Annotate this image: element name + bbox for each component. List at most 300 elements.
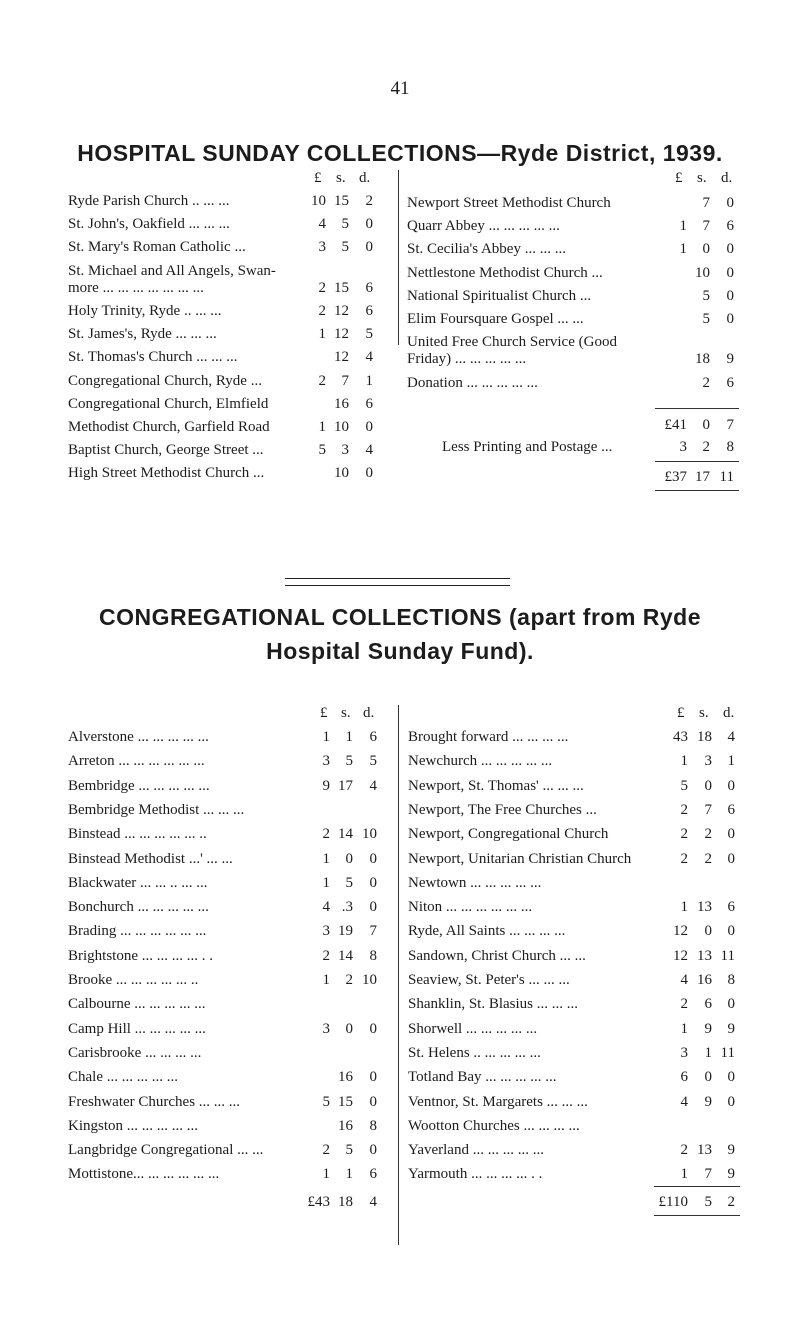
congregational-left-column: [68, 705, 378, 1225]
table-row: [68, 238, 380, 256]
table-row: [408, 874, 740, 892]
pence-value: 8: [726, 439, 734, 455]
pence-value: 2: [365, 193, 373, 209]
table-row: [407, 287, 739, 305]
table-row: [408, 1165, 740, 1183]
table-row: [68, 441, 380, 459]
table-row: [68, 348, 380, 366]
row-label: St. Thomas's Church ... ... ...: [68, 349, 238, 366]
table-row: [68, 777, 378, 795]
row-label: Alverstone ... ... ... ... ...: [68, 729, 209, 745]
pounds-value: 1: [679, 241, 687, 258]
table-row: [68, 850, 378, 868]
pounds-value: £41: [664, 417, 687, 433]
table-row: [408, 971, 740, 989]
pence-value: 7: [726, 417, 734, 433]
table-row: [68, 418, 380, 436]
row-label: United Free Church Service (Good: [407, 334, 617, 351]
pence-value: 4: [727, 729, 735, 745]
table-row: [407, 194, 739, 212]
pence-value: 8: [369, 947, 377, 964]
row-label: Camp Hill ... ... ... ... ...: [68, 1020, 206, 1037]
row-label: Calbourne ... ... ... ... ...: [68, 996, 206, 1013]
table-row: [407, 240, 739, 258]
pence-value: 0: [369, 1069, 377, 1086]
pence-value: 6: [727, 899, 735, 916]
pence-value: 6: [365, 303, 373, 319]
pounds-value: 2: [318, 303, 326, 319]
pence-value: 8: [369, 1117, 377, 1134]
table-row: [68, 971, 378, 989]
ryde-right-column: [407, 170, 739, 500]
pence-value: 0: [369, 1142, 377, 1159]
column-divider: [398, 705, 399, 1245]
row-label: Binstead Methodist ...' ... ...: [68, 850, 233, 867]
pence-value: 4: [369, 777, 377, 794]
pounds-value: 3: [322, 923, 330, 940]
row-label: Brightstone ... ... ... ... . .: [68, 947, 213, 964]
pence-value: 0: [727, 777, 735, 794]
total-row: [407, 468, 739, 486]
pounds-header: £: [675, 170, 683, 186]
shillings-header: s.: [336, 170, 346, 186]
table-row: [68, 464, 380, 482]
table-row: [68, 752, 378, 770]
rule-line: [655, 408, 739, 409]
pence-value: 0: [726, 195, 734, 211]
shillings-value: 0: [704, 923, 712, 940]
table-row: [68, 279, 380, 297]
shillings-value: 3: [341, 442, 349, 459]
pence-value: 6: [369, 729, 377, 745]
pence-value: 6: [365, 279, 373, 296]
shillings-value: 13: [697, 1142, 712, 1159]
row-label: Congregational Church, Ryde ...: [68, 372, 262, 389]
pence-value: 11: [719, 469, 734, 485]
table-row: [408, 947, 740, 965]
pence-value: 6: [726, 218, 734, 235]
row-label: more ... ... ... ... ... ... ...: [68, 279, 204, 296]
row-label: Newchurch ... ... ... ... ...: [408, 753, 553, 770]
table-row: [407, 217, 739, 235]
row-label: Brooke ... ... ... ... ... ..: [68, 972, 199, 988]
table-row: [408, 898, 740, 916]
table-row: [68, 995, 378, 1013]
shillings-value: 5: [702, 287, 710, 304]
pounds-value: 5: [318, 442, 326, 459]
row-label: St. Michael and All Angels, Swan-: [68, 262, 276, 279]
pounds-value: 1: [680, 753, 688, 770]
table-row: [68, 922, 378, 940]
pounds-value: 2: [322, 1142, 330, 1159]
shillings-value: 9: [704, 1093, 712, 1110]
row-label: Freshwater Churches ... ... ...: [68, 1093, 241, 1110]
table-row: [408, 1117, 740, 1135]
pence-value: 0: [365, 239, 373, 256]
table-row: [68, 395, 380, 413]
shillings-value: 2: [345, 972, 353, 988]
pence-value: 0: [365, 216, 373, 233]
row-label: Langbridge Congregational ... ...: [68, 1142, 264, 1159]
pence-value: 5: [365, 326, 373, 343]
row-label: Ryde Parish Church .. ... ...: [68, 193, 230, 209]
pence-value: 4: [365, 349, 373, 366]
row-label: Chale ... ... ... ... ...: [68, 1069, 178, 1086]
shillings-value: 5: [345, 874, 353, 891]
shillings-value: 18: [697, 729, 712, 745]
pounds-value: £43: [307, 1194, 330, 1210]
table-row: [408, 728, 740, 746]
shillings-value: 15: [334, 279, 349, 296]
pounds-value: 2: [318, 372, 326, 389]
pence-value: 0: [727, 996, 735, 1013]
pence-header: d.: [723, 705, 735, 721]
shillings-value: 5: [704, 1194, 712, 1210]
section-divider: [285, 578, 510, 586]
table-row: [68, 1068, 378, 1086]
table-row: [68, 874, 378, 892]
pounds-value: 6: [680, 1069, 688, 1086]
shillings-value: 10: [334, 419, 349, 435]
table-row: [68, 1093, 378, 1111]
table-row: [68, 215, 380, 233]
pounds-value: £37: [664, 469, 687, 485]
shillings-value: 2: [704, 850, 712, 867]
pence-value: 0: [726, 311, 734, 327]
table-row: [408, 1141, 740, 1159]
table-row: [408, 1044, 740, 1062]
row-label: Niton ... ... ... ... ... ...: [408, 899, 533, 916]
row-label: Carisbrooke ... ... ... ...: [68, 1044, 202, 1061]
shillings-value: 5: [345, 753, 353, 770]
shillings-value: 10: [334, 465, 349, 482]
shillings-value: 7: [704, 1166, 712, 1183]
pence-value: 0: [727, 1093, 735, 1110]
row-label: St. John's, Oakfield ... ... ...: [68, 216, 230, 233]
total-row: [408, 1193, 740, 1211]
page-title: HOSPITAL SUNDAY COLLECTIONS—Ryde District, 1939.: [77, 140, 723, 166]
row-label: Blackwater ... ... .. ... ...: [68, 874, 208, 891]
table-row: [408, 995, 740, 1013]
shillings-value: 5: [341, 239, 349, 256]
pence-value: 11: [720, 947, 735, 964]
pounds-value: 1: [318, 419, 326, 435]
row-label: Wootton Churches ... ... ... ...: [408, 1117, 580, 1134]
pence-value: 0: [369, 850, 377, 867]
table-row: [68, 1117, 378, 1135]
row-label: Bembridge ... ... ... ... ...: [68, 777, 210, 794]
shillings-value: 2: [702, 439, 710, 455]
table-row: [408, 1093, 740, 1111]
pounds-value: 1: [679, 218, 687, 235]
pence-value: 0: [369, 1093, 377, 1110]
pence-value: 6: [365, 395, 373, 412]
ryde-left-column: [68, 170, 380, 500]
pounds-value: 12: [673, 947, 688, 964]
shillings-value: 1: [704, 1044, 712, 1061]
pence-value: 0: [369, 1020, 377, 1037]
shillings-value: 2: [704, 826, 712, 843]
shillings-value: 0: [704, 1069, 712, 1086]
pounds-header: £: [320, 705, 328, 721]
pounds-value: 3: [680, 1044, 688, 1061]
row-label: Mottistone... ... ... ... ... ...: [68, 1166, 220, 1183]
table-row: [408, 777, 740, 795]
pence-header: d.: [363, 705, 375, 721]
pence-value: 0: [727, 923, 735, 940]
table-row: [408, 922, 740, 940]
congregational-right-column: [408, 705, 740, 1225]
table-row: [407, 350, 739, 368]
shillings-value: 0: [704, 777, 712, 794]
shillings-value: 2: [702, 374, 710, 391]
pounds-value: 2: [680, 826, 688, 843]
table-row: [68, 947, 378, 965]
row-label: Binstead ... ... ... ... ... ..: [68, 826, 207, 843]
pence-value: 1: [727, 753, 735, 770]
row-label: Arreton ... ... ... ... ... ...: [68, 753, 205, 770]
row-label: Friday) ... ... ... ... ...: [407, 351, 527, 368]
pence-header: d.: [359, 170, 371, 186]
shillings-value: 18: [695, 351, 710, 368]
shillings-value: 14: [338, 826, 353, 843]
pence-value: 10: [362, 972, 377, 988]
shillings-value: 0: [702, 417, 710, 433]
pounds-value: 1: [322, 729, 330, 745]
row-label: Yarmouth ... ... ... ... . .: [408, 1166, 543, 1183]
shillings-value: 16: [338, 1117, 353, 1134]
subtotal-row: [407, 416, 739, 434]
pence-value: 6: [726, 374, 734, 391]
pence-value: 1: [365, 372, 373, 389]
pounds-value: 10: [311, 193, 326, 209]
pounds-value: 4: [318, 216, 326, 233]
shillings-value: 16: [338, 1069, 353, 1086]
row-label: Nettlestone Methodist Church ...: [407, 264, 603, 281]
row-label: Yaverland ... ... ... ... ...: [408, 1142, 544, 1159]
shillings-value: 19: [338, 923, 353, 940]
shillings-value: 0: [345, 1020, 353, 1037]
shillings-value: 15: [334, 193, 349, 209]
table-row: [407, 333, 739, 351]
pounds-value: 1: [318, 326, 326, 343]
pence-value: 9: [727, 1142, 735, 1159]
table-row: [408, 1020, 740, 1038]
pounds-value: 5: [680, 777, 688, 794]
pounds-value: 1: [322, 850, 330, 867]
pence-value: 0: [726, 241, 734, 258]
pounds-value: 12: [673, 923, 688, 940]
pounds-value: 4: [680, 972, 688, 988]
pounds-value: 2: [322, 947, 330, 964]
row-label: Newport, Unitarian Christian Church: [408, 850, 632, 867]
pence-value: 0: [369, 899, 377, 916]
pounds-value: 3: [679, 439, 687, 455]
pounds-header: £: [677, 705, 685, 721]
pounds-value: 9: [322, 777, 330, 794]
row-label: Kingston ... ... ... ... ...: [68, 1117, 199, 1134]
pounds-value: 4: [322, 899, 330, 916]
pence-value: 9: [727, 1166, 735, 1183]
shillings-value: 7: [702, 218, 710, 235]
row-label: Shorwell ... ... ... ... ...: [408, 1020, 538, 1037]
pounds-value: 1: [680, 1166, 688, 1183]
shillings-value: 5: [341, 216, 349, 233]
row-label: Brought forward ... ... ... ...: [408, 729, 569, 745]
pounds-value: 2: [680, 850, 688, 867]
pounds-value: 1: [322, 874, 330, 891]
row-label: Ryde, All Saints ... ... ... ...: [408, 923, 566, 940]
pounds-value: 2: [680, 996, 688, 1013]
row-label: Quarr Abbey ... ... ... ... ...: [407, 218, 560, 235]
table-row: [68, 1044, 378, 1062]
pence-value: 7: [369, 923, 377, 940]
pounds-value: 43: [673, 729, 688, 745]
row-label: Brading ... ... ... ... ... ...: [68, 923, 207, 940]
pence-value: 0: [726, 264, 734, 281]
pounds-value: 3: [322, 753, 330, 770]
pounds-header: £: [314, 170, 322, 186]
page-number: 41: [390, 78, 410, 99]
pence-value: 2: [727, 1194, 735, 1210]
pence-value: 6: [727, 801, 735, 818]
table-row: [68, 262, 380, 280]
table-row: [407, 374, 739, 392]
row-label: Sandown, Christ Church ... ...: [408, 947, 586, 964]
row-label: Elim Foursquare Gospel ... ...: [407, 311, 584, 327]
pounds-value: £110: [658, 1194, 688, 1210]
table-row: [68, 1020, 378, 1038]
row-label: Donation ... ... ... ... ...: [407, 374, 538, 391]
pence-value: 0: [365, 419, 373, 435]
shillings-value: 0: [345, 850, 353, 867]
shillings-header: s.: [341, 705, 351, 721]
pence-value: 8: [727, 972, 735, 988]
shillings-value: 12: [334, 326, 349, 343]
row-label: St. Mary's Roman Catholic ...: [68, 239, 246, 256]
row-label: Holy Trinity, Ryde .. ... ...: [68, 303, 222, 319]
pence-value: 4: [369, 1194, 377, 1210]
less-row: [407, 438, 739, 456]
table-row: [407, 310, 739, 328]
shillings-value: 7: [702, 195, 710, 211]
row-label: Newtown ... ... ... ... ...: [408, 874, 542, 891]
shillings-value: 12: [334, 303, 349, 319]
table-row: [68, 801, 378, 819]
row-label: Newport, Congregational Church: [408, 826, 609, 843]
pounds-value: 2: [680, 801, 688, 818]
pence-value: 0: [726, 287, 734, 304]
table-row: [408, 752, 740, 770]
shillings-value: 5: [702, 311, 710, 327]
section-title-line-1: CONGREGATIONAL COLLECTIONS (apart from Ryde: [98, 604, 702, 630]
pence-value: 9: [727, 1020, 735, 1037]
table-row: [68, 1141, 378, 1159]
pounds-value: 5: [322, 1093, 330, 1110]
table-row: [68, 728, 378, 746]
pence-value: 0: [727, 1069, 735, 1086]
rule-line: [654, 1186, 740, 1187]
pounds-value: 1: [680, 1020, 688, 1037]
row-label: Totland Bay ... ... ... ... ...: [408, 1069, 557, 1086]
pence-value: 0: [369, 874, 377, 891]
shillings-value: 17: [695, 469, 710, 485]
rule-line: [655, 461, 739, 462]
rule-line: [654, 1215, 740, 1216]
pounds-value: 3: [318, 239, 326, 256]
shillings-header: s.: [697, 170, 707, 186]
shillings-value: 3: [704, 753, 712, 770]
row-label: St. Cecilia's Abbey ... ... ...: [407, 241, 566, 258]
row-label: Methodist Church, Garfield Road: [68, 419, 270, 435]
shillings-value: 9: [704, 1020, 712, 1037]
total-row: [68, 1193, 378, 1211]
table-row: [68, 192, 380, 210]
table-row: [68, 325, 380, 343]
table-row: [68, 1165, 378, 1183]
shillings-value: 7: [341, 372, 349, 389]
pounds-value: 2: [322, 826, 330, 843]
shillings-value: 7: [704, 801, 712, 818]
shillings-value: 1: [345, 729, 353, 745]
shillings-value: 16: [334, 395, 349, 412]
row-label: Baptist Church, George Street ...: [68, 442, 264, 459]
pence-value: 0: [365, 465, 373, 482]
row-label: Newport, St. Thomas' ... ... ...: [408, 777, 584, 794]
pounds-value: 2: [318, 279, 326, 296]
shillings-value: 10: [695, 264, 710, 281]
row-label: Shanklin, St. Blasius ... ... ...: [408, 996, 579, 1013]
shillings-value: 12: [334, 349, 349, 366]
table-row: [408, 1068, 740, 1086]
pounds-value: 1: [322, 1166, 330, 1183]
row-label: Less Printing and Postage ...: [442, 439, 613, 455]
row-label: St. Helens .. ... ... ... ...: [408, 1044, 541, 1061]
pence-value: 11: [720, 1044, 735, 1061]
shillings-value: 14: [338, 947, 353, 964]
column-divider: [398, 170, 399, 345]
shillings-value: 17: [338, 777, 353, 794]
table-row: [408, 801, 740, 819]
table-row: [408, 850, 740, 868]
row-label: St. James's, Ryde ... ... ...: [68, 326, 217, 343]
section-title-line-2: Hospital Sunday Fund).: [266, 638, 534, 664]
shillings-header: s.: [699, 705, 709, 721]
shillings-value: 13: [697, 947, 712, 964]
shillings-value: 16: [697, 972, 712, 988]
row-label: National Spiritualist Church ...: [407, 287, 592, 304]
table-row: [68, 372, 380, 390]
row-label: Bembridge Methodist ... ... ...: [68, 801, 245, 818]
shillings-value: 1: [345, 1166, 353, 1183]
pounds-value: 1: [322, 972, 330, 988]
table-row: [407, 264, 739, 282]
pence-value: 5: [369, 753, 377, 770]
table-row: [68, 302, 380, 320]
table-row: [68, 825, 378, 843]
shillings-value: .3: [341, 899, 353, 916]
pence-value: 10: [362, 826, 377, 843]
pence-value: 4: [365, 442, 373, 459]
row-label: Seaview, St. Peter's ... ... ...: [408, 972, 570, 988]
table-row: [68, 898, 378, 916]
row-label: Congregational Church, Elmfield: [68, 395, 269, 412]
shillings-value: 0: [702, 241, 710, 258]
pence-value: 0: [727, 826, 735, 843]
row-label: Ventnor, St. Margarets ... ... ...: [408, 1093, 588, 1110]
shillings-value: 6: [704, 996, 712, 1013]
pounds-value: 4: [680, 1093, 688, 1110]
